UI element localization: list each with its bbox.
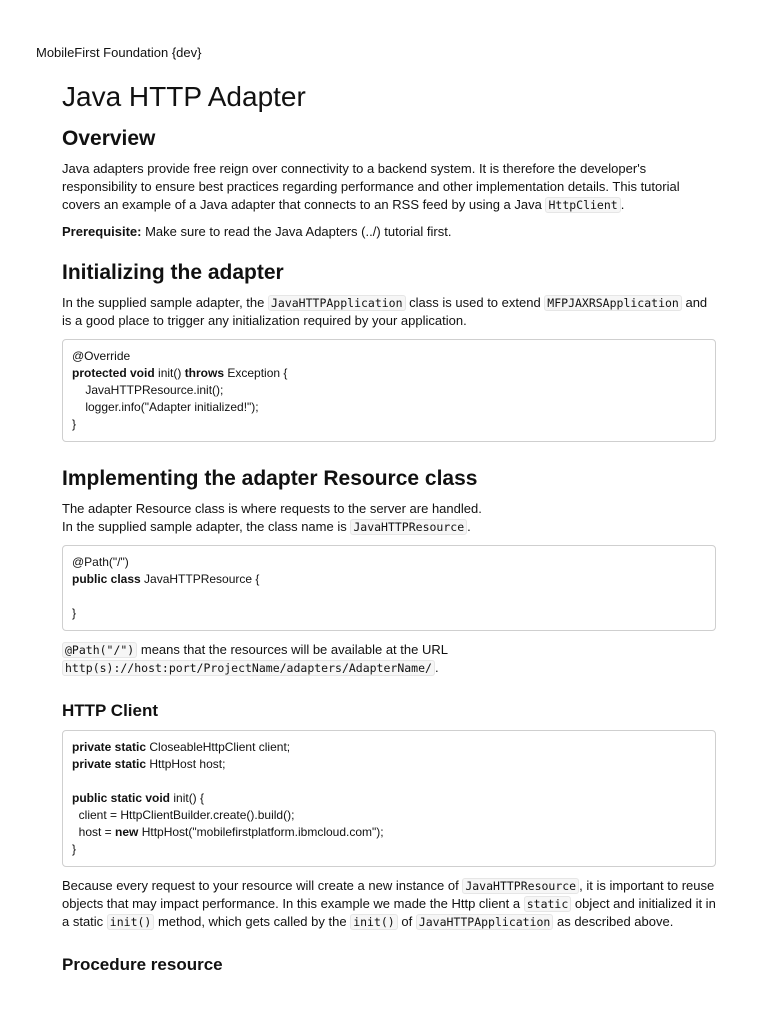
initializing-paragraph [62, 294, 716, 330]
text: . [434, 660, 439, 675]
path-paragraph [62, 641, 716, 677]
code-line: JavaHTTPResource.init(); [72, 383, 224, 397]
code-text: JavaHTTPResource { [140, 572, 260, 586]
heading-initializing: Initializing the adapter [62, 261, 284, 284]
inline-code: JavaHTTPApplication [416, 914, 554, 930]
implementing-paragraph-1: The adapter Resource class is where requests to the server are handled. [62, 501, 482, 516]
code-keyword: private static [72, 740, 147, 754]
heading-http-client: HTTP Client [62, 701, 159, 720]
inline-code: HttpClient [545, 197, 620, 213]
text: . [467, 519, 471, 534]
text: of [397, 914, 416, 929]
code-keyword: protected void [72, 366, 155, 380]
page-content [62, 80, 716, 984]
code-line: client = HttpClientBuilder.create().build(); [72, 808, 295, 822]
code-keyword: public static void [72, 791, 171, 805]
code-line: @Path("/") [72, 555, 129, 569]
code-line: } [72, 417, 77, 431]
text: In the supplied sample adapter, the [62, 295, 268, 310]
text: Java adapters provide free reign over connectivity to a backend system. It is therefore the developer's responsibility to ensure best practices regarding performance and other implementation details. This tutorial covers an example of a Java adapter that connects to an RSS feed by using a Java [62, 161, 680, 212]
code-keyword: public class [72, 572, 141, 586]
code-text: HttpHost host; [146, 757, 226, 771]
site-title: MobileFirst Foundation {dev} [36, 45, 202, 60]
code-text: init() [154, 366, 185, 380]
code-text: HttpHost("mobilefirstplatform.ibmcloud.com"); [138, 825, 384, 839]
code-block-init [62, 339, 716, 442]
code-text: Exception { [224, 366, 288, 380]
inline-code: MFPJAXRSApplication [544, 295, 682, 311]
text: . [620, 197, 625, 212]
code-line: logger.info("Adapter initialized!"); [72, 400, 259, 414]
code-line: @Override [72, 349, 131, 363]
text: means that the resources will be available at the URL [137, 642, 448, 657]
prerequisite-label: Prerequisite: [62, 224, 142, 239]
heading-overview: Overview [62, 127, 156, 150]
text: method, which gets called by the [154, 914, 351, 929]
code-keyword: new [115, 825, 139, 839]
code-block-resource [62, 545, 716, 631]
code-keyword: throws [184, 366, 225, 380]
implementing-paragraph-2 [62, 518, 716, 536]
inline-code: init() [107, 914, 155, 930]
code-text: init() { [170, 791, 205, 805]
text: Because every request to your resource will create a new instance of [62, 878, 463, 893]
text: object and initialized it in a static [62, 896, 716, 929]
inline-code: init() [350, 914, 398, 930]
code-text: host = [72, 825, 116, 839]
page-title: Java HTTP Adapter [62, 81, 306, 112]
inline-code: http(s)://host:port/ProjectName/adapters/AdapterName/ [62, 660, 435, 676]
heading-implementing: Implementing the adapter Resource class [62, 467, 478, 490]
code-block-http-client [62, 730, 716, 867]
text: class is used to extend [405, 295, 545, 310]
overview-paragraph [62, 160, 716, 214]
inline-code: JavaHTTPResource [462, 878, 579, 894]
inline-code: static [524, 896, 572, 912]
prerequisite-paragraph [62, 223, 716, 241]
http-client-paragraph [62, 877, 716, 931]
text: , it is important to reuse objects that may impact performance. In this example we made the Http client a [62, 878, 715, 911]
inline-code: JavaHTTPApplication [268, 295, 406, 311]
inline-code: JavaHTTPResource [350, 519, 467, 535]
text: and is a good place to trigger any initialization required by your application. [62, 295, 708, 328]
code-keyword: private static [72, 757, 147, 771]
inline-code: @Path("/") [62, 642, 137, 658]
text: as described above. [553, 914, 674, 929]
text: In the supplied sample adapter, the class name is [62, 519, 351, 534]
heading-procedure-resource: Procedure resource [62, 955, 223, 974]
prerequisite-text: Make sure to read the Java Adapters (../) tutorial first. [141, 224, 452, 239]
code-line: } [72, 842, 77, 856]
code-text: CloseableHttpClient client; [146, 740, 291, 754]
code-line: } [72, 606, 77, 620]
